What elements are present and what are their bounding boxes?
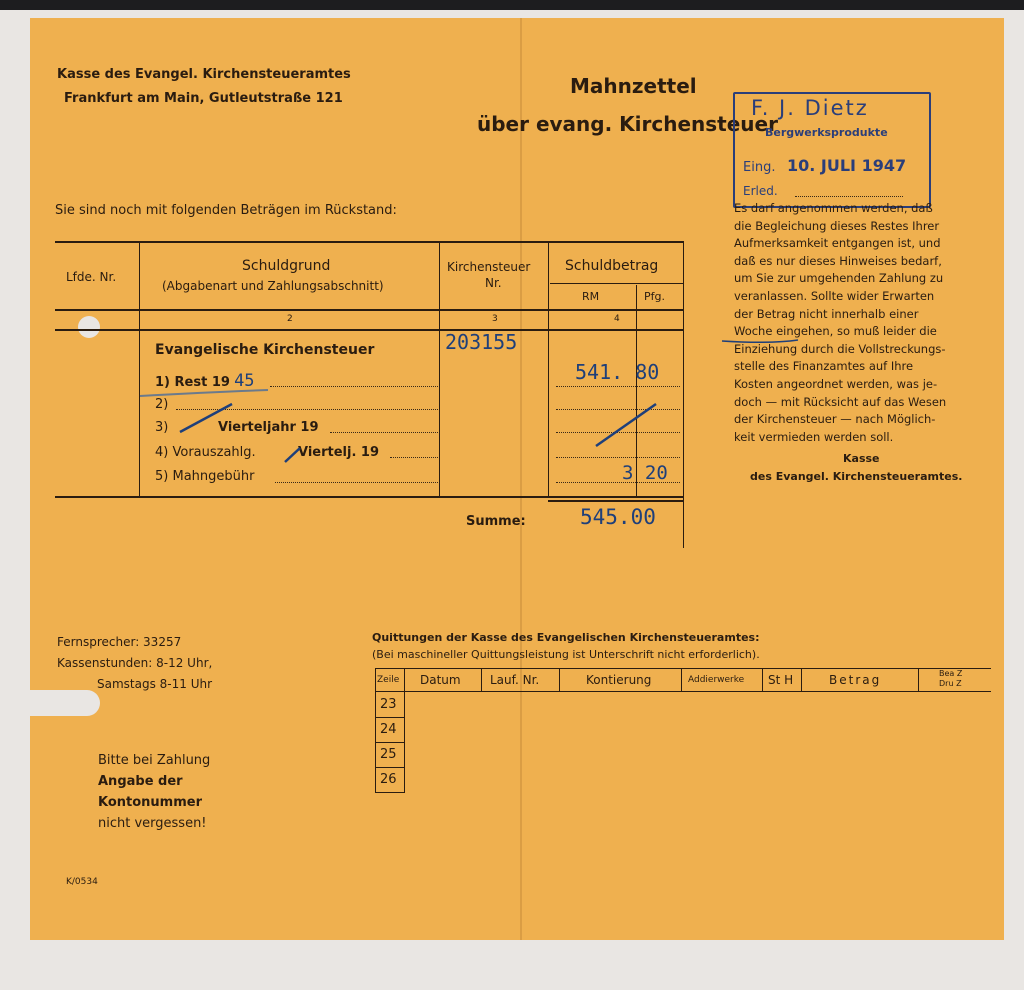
receipt-row-line xyxy=(375,742,405,743)
notice-line: veranlassen. Sollte wider Erwarten xyxy=(734,288,935,303)
notice-line: Woche eingehen, so muß leider die xyxy=(734,324,937,339)
receipts-left-border xyxy=(375,668,376,793)
col-header-pfg: Pfg. xyxy=(644,290,665,303)
receipts-col-bea: Bea Z xyxy=(939,669,963,678)
summe-double-line xyxy=(548,500,683,502)
title-line-1: Mahnzettel xyxy=(570,74,697,98)
col-number-2: 2 xyxy=(287,314,293,324)
row-2-label: 2) xyxy=(155,397,169,412)
col-header-kst: Kirchensteuer xyxy=(447,260,531,274)
signature-line-2: des Evangel. Kirchensteueramtes. xyxy=(750,470,963,483)
col-header-grund: Schuldgrund xyxy=(242,258,331,274)
col-header-nr: Lfde. Nr. xyxy=(66,270,117,284)
receipts-col-divider xyxy=(762,668,763,691)
payment-note-line-4: nicht vergessen! xyxy=(98,816,207,831)
section-title: Evangelische Kirchensteuer xyxy=(155,342,375,358)
strike-stroke-row-2 xyxy=(180,404,232,432)
notice-line: der Betrag nicht innerhalb einer xyxy=(734,306,919,321)
receipts-col-divider xyxy=(918,668,919,691)
summe-label: Summe: xyxy=(466,514,526,529)
stamp-company-name: F. J. Dietz xyxy=(751,96,869,120)
office-hours: Kassenstunden: 8-12 Uhr, xyxy=(57,656,213,670)
col-number-3: 3 xyxy=(492,314,498,324)
stamp-subtitle: Bergwerksprodukte xyxy=(765,126,888,139)
row-5-label: 5) Mahngebühr xyxy=(155,469,255,484)
office-line-1: Kasse des Evangel. Kirchensteueramtes xyxy=(57,67,351,82)
receipts-col-divider xyxy=(481,668,482,691)
receipts-col-kontierung: Kontierung xyxy=(586,673,652,687)
strike-stroke-row-4 xyxy=(285,448,300,462)
row-1-year: 45 xyxy=(234,371,255,391)
receipts-col-divider xyxy=(559,668,560,691)
receipts-subtitle: (Bei maschineller Quittungsleistung ist Unterschrift nicht erforderlich). xyxy=(372,648,760,661)
receipts-bottom-line xyxy=(375,792,405,793)
row-3-prefix: 3) xyxy=(155,420,169,435)
title-line-2: über evang. Kirchensteuer xyxy=(477,112,778,136)
receipts-col-datum: Datum xyxy=(420,673,461,687)
notice-line: um Sie zur umgehenden Zahlung zu xyxy=(734,271,944,286)
col-header-grund-sub: (Abgabenart und Zahlungsabschnitt) xyxy=(162,279,384,293)
notice-line: Es darf angenommen werden, daß xyxy=(734,201,933,215)
amount-row-5: 3 20 xyxy=(622,462,668,484)
payment-note-line-1: Bitte bei Zahlung xyxy=(98,753,211,768)
stamp-eing-label: Eing. xyxy=(743,160,776,175)
row-1-text: 1) Rest 19 xyxy=(155,375,230,390)
notice-line: die Begleichung dieses Restes Ihrer xyxy=(734,218,940,233)
notice-paragraph xyxy=(734,201,992,447)
stamp-eing-date: 10. JULI 1947 xyxy=(787,156,907,175)
col-header-betrag: Schuldbetrag xyxy=(565,258,659,274)
saturday-hours: Samstags 8-11 Uhr xyxy=(97,677,213,691)
stamp-erled-label: Erled. xyxy=(743,184,778,198)
receipts-zeile-divider xyxy=(404,668,405,793)
receipt-row-number: 23 xyxy=(380,697,397,712)
kirchensteuer-number: 203155 xyxy=(445,330,518,354)
office-line-2: Frankfurt am Main, Gutleutstraße 121 xyxy=(64,91,343,106)
receipts-col-dru: Dru Z xyxy=(939,679,962,688)
amount-row-1: 541. 80 xyxy=(575,360,660,384)
underline-rest xyxy=(140,390,268,396)
phone-number: Fernsprecher: 33257 xyxy=(57,635,182,649)
row-4-prefix: 4) Vorauszahlg. xyxy=(155,445,256,460)
notice-line: keit vermieden werden soll. xyxy=(734,429,894,444)
notice-line: stelle des Finanzamtes auf Ihre xyxy=(734,359,914,374)
payment-note-line-3: Kontonummer xyxy=(98,795,203,810)
receipt-row-number: 26 xyxy=(380,772,397,787)
row-4-label: Viertelj. 19 xyxy=(298,445,380,460)
receipts-col-divider xyxy=(681,668,682,691)
payment-note-line-2: Angabe der xyxy=(98,774,183,789)
receipt-row-line xyxy=(375,717,405,718)
row-3-label: Vierteljahr 19 xyxy=(218,420,319,435)
receipts-top-line xyxy=(375,668,991,669)
col-header-kst-sub: Nr. xyxy=(485,276,502,290)
receipt-row-line xyxy=(375,767,405,768)
summe-value: 545.00 xyxy=(580,505,656,529)
col-number-4: 4 xyxy=(614,314,620,324)
receipts-col-lauf: Lauf. Nr. xyxy=(490,673,540,687)
notice-line: Kosten angeordnet werden, was je- xyxy=(734,376,938,391)
intro-text: Sie sind noch mit folgenden Beträgen im Rückstand: xyxy=(55,203,397,218)
notice-line: daß es nur dieses Hinweises bedarf, xyxy=(734,253,942,268)
receipts-col-zeile: Zeile xyxy=(377,675,400,685)
notice-line: Einziehung durch die Vollstreckungs- xyxy=(734,341,946,356)
notice-line: doch — mit Rücksicht auf das Wesen xyxy=(734,394,947,409)
notice-line: Aufmerksamkeit entgangen ist, und xyxy=(734,236,941,251)
receipt-row-number: 24 xyxy=(380,722,397,737)
receipts-title: Quittungen der Kasse des Evangelischen Kirchensteueramtes: xyxy=(372,631,760,644)
col-header-rm: RM xyxy=(582,290,600,303)
receipt-row-number: 25 xyxy=(380,747,397,762)
receipts-header-line xyxy=(375,691,991,692)
receipts-col-betrag: Betrag xyxy=(829,673,882,687)
receipts-col-divider xyxy=(801,668,802,691)
signature-line-1: Kasse xyxy=(843,452,880,465)
form-code: K/0534 xyxy=(66,877,98,887)
receipts-col-addier: Addierwerke xyxy=(688,675,745,685)
notice-line: der Kirchensteuer — nach Möglich- xyxy=(734,412,936,427)
receipts-col-sth: St H xyxy=(768,673,794,687)
strike-stroke-amount xyxy=(596,404,656,446)
